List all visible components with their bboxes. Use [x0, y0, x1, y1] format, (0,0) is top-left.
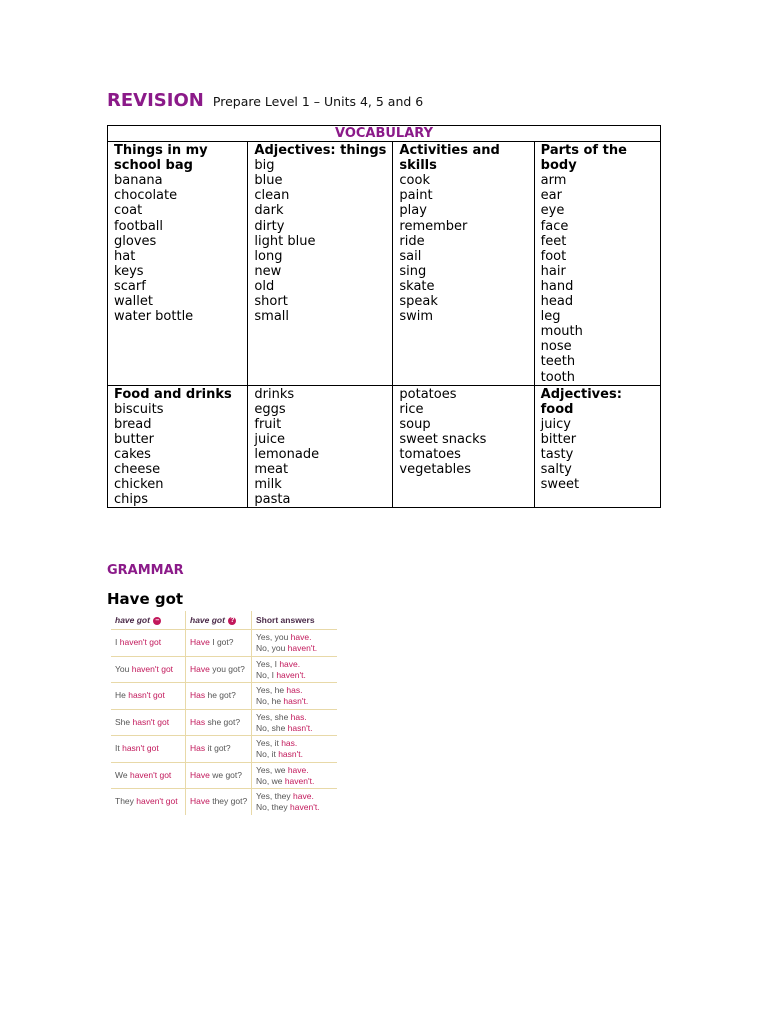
- vocab-word: skate: [399, 278, 435, 294]
- short-answer: [256, 632, 317, 654]
- category-title: Adjectives:: [540, 386, 622, 402]
- answer-verb: have.: [287, 764, 309, 775]
- row-divider: [111, 788, 337, 789]
- vocab-word: cook: [399, 173, 430, 189]
- vocab-cell: [393, 142, 534, 386]
- category-title: body: [540, 158, 577, 174]
- vocab-word: chicken: [114, 477, 164, 493]
- answer-start: Yes, he: [256, 685, 287, 695]
- answer-verb: hasn't.: [283, 696, 309, 706]
- short-answer-no: [256, 802, 320, 813]
- row-divider: [111, 735, 337, 736]
- verb: haven't got: [119, 637, 162, 647]
- revision-title: REVISION: [107, 90, 204, 111]
- vocab-word: juicy: [540, 416, 571, 432]
- vocab-cell: [248, 142, 393, 386]
- answer-verb: hasn't.: [287, 722, 313, 733]
- verb: Has: [190, 716, 208, 727]
- negative-form: [115, 796, 178, 806]
- verb: hasn't got: [132, 716, 170, 727]
- vocab-word: vegetables: [399, 462, 472, 478]
- short-answer-yes: [256, 685, 308, 696]
- short-answer: [256, 712, 312, 734]
- vocab-word: clean: [254, 188, 290, 204]
- vocab-word: salty: [540, 462, 572, 478]
- question-icon: ?: [230, 616, 235, 624]
- vocab-cell: [393, 385, 534, 508]
- vocab-word: sweet snacks: [399, 431, 487, 447]
- answer-start: No, he: [256, 696, 284, 706]
- vocab-word: football: [114, 218, 164, 234]
- answer-verb: have.: [290, 632, 312, 642]
- vocabulary-table: [107, 125, 661, 508]
- subject: she got?: [207, 716, 241, 727]
- vocab-cell: [534, 385, 660, 508]
- vocab-word: long: [254, 248, 283, 264]
- vocab-word: tooth: [540, 369, 575, 385]
- question-form: [190, 743, 231, 753]
- vocab-cell: [108, 385, 248, 508]
- column-divider: [185, 611, 186, 815]
- vocab-word: sing: [399, 263, 427, 279]
- vocab-word: hand: [540, 278, 574, 294]
- vocab-word: soup: [399, 416, 431, 432]
- vocab-word: blue: [254, 173, 283, 189]
- vocab-word: cheese: [114, 462, 161, 478]
- category-title: skills: [399, 158, 437, 174]
- vocab-word: chips: [114, 492, 149, 508]
- vocab-word: coat: [114, 203, 143, 219]
- vocab-word: water bottle: [114, 309, 194, 325]
- vocab-word: swim: [399, 309, 434, 325]
- verb: Has: [190, 743, 208, 753]
- question-form: [190, 717, 240, 727]
- category-title: Adjectives: things: [254, 143, 387, 159]
- vocab-word: big: [254, 158, 275, 174]
- verb: hasn't got: [128, 690, 165, 700]
- short-answer-no: [256, 696, 308, 707]
- negative-form: [115, 637, 161, 647]
- negative-form: [115, 664, 173, 674]
- vocab-word: dark: [254, 203, 284, 219]
- vocab-word: nose: [540, 339, 572, 355]
- vocab-word: keys: [114, 263, 144, 279]
- short-answer-no: [256, 643, 317, 654]
- vocab-word: light blue: [254, 233, 316, 249]
- vocab-word: milk: [254, 477, 282, 493]
- vocab-word: juice: [254, 431, 285, 447]
- row-divider: [111, 656, 337, 657]
- vocab-word: play: [399, 203, 427, 219]
- vocabulary-row-1: [108, 142, 661, 386]
- short-answer: [256, 685, 308, 707]
- vocab-word: ride: [399, 233, 425, 249]
- vocab-word: hair: [540, 263, 566, 279]
- vocab-word: short: [254, 294, 288, 310]
- vocab-word: wallet: [114, 294, 153, 310]
- vocab-cell: [534, 142, 660, 386]
- negative-form: [115, 717, 169, 727]
- vocab-word: tomatoes: [399, 446, 461, 462]
- answer-verb: haven't.: [287, 643, 318, 653]
- subject: he got?: [207, 690, 236, 700]
- have-got-heading: Have got: [107, 590, 184, 608]
- vocab-word: remember: [399, 218, 468, 234]
- question-form: [190, 664, 245, 674]
- revision-subtitle: Prepare Level 1 – Units 4, 5 and 6: [212, 94, 424, 109]
- answer-verb: haven't.: [276, 669, 306, 680]
- answer-start: Yes, it: [256, 738, 282, 748]
- vocab-word: potatoes: [399, 386, 457, 402]
- answer-verb: haven't.: [284, 775, 315, 786]
- vocab-word: chocolate: [114, 188, 178, 204]
- negative-form: [115, 743, 159, 753]
- vocab-word: meat: [254, 462, 289, 478]
- vocab-word: banana: [114, 173, 163, 189]
- vocab-word: eggs: [254, 401, 286, 417]
- answer-verb: have.: [293, 791, 314, 801]
- answer-start: Yes, they: [256, 791, 294, 801]
- short-answer-no: [256, 749, 303, 760]
- short-answer-yes: [256, 738, 303, 749]
- category-title: Parts of the: [540, 143, 627, 159]
- minus-icon: –: [153, 617, 161, 625]
- vocab-word: cakes: [114, 446, 151, 462]
- subject: they got?: [212, 796, 248, 806]
- short-answer: [256, 791, 320, 813]
- vocab-word: biscuits: [114, 401, 164, 417]
- vocab-word: arm: [540, 173, 567, 189]
- vocab-word: ear: [540, 188, 562, 204]
- answer-start: No, they: [256, 802, 291, 812]
- vocab-word: feet: [540, 233, 567, 249]
- category-title: Things in my: [114, 143, 208, 159]
- category-title: Food and drinks: [114, 386, 232, 402]
- verb: haven't got: [131, 663, 174, 674]
- answer-start: No, I: [256, 669, 277, 680]
- vocab-word: leg: [540, 309, 561, 325]
- header-negative-label: have got: [115, 615, 150, 625]
- verb: haven't got: [129, 769, 172, 780]
- category-title: school bag: [114, 158, 193, 174]
- vocab-cell: [108, 142, 248, 386]
- answer-start: No, she: [256, 722, 288, 733]
- vocab-word: paint: [399, 188, 433, 204]
- short-answer: [256, 765, 314, 787]
- vocab-word: mouth: [540, 324, 583, 340]
- negative-form: [115, 770, 171, 780]
- answer-start: No, we: [256, 775, 285, 786]
- vocab-word: foot: [540, 248, 567, 264]
- subject: you got?: [212, 663, 245, 674]
- column-divider: [251, 611, 252, 815]
- subject: He: [115, 690, 129, 700]
- answer-start: No, you: [256, 643, 288, 653]
- header-question: [190, 611, 236, 629]
- vocab-word: gloves: [114, 233, 157, 249]
- answer-start: Yes, I: [256, 658, 280, 669]
- vocab-word: speak: [399, 294, 438, 310]
- short-answer-no: [256, 670, 306, 681]
- answer-verb: has.: [281, 738, 298, 748]
- vocab-word: lemonade: [254, 446, 320, 462]
- negative-form: [115, 690, 165, 700]
- short-answer: [256, 738, 303, 760]
- vocab-word: eye: [540, 203, 565, 219]
- vocab-word: drinks: [254, 386, 295, 402]
- question-form: [190, 770, 242, 780]
- verb: Has: [190, 690, 208, 700]
- vocab-cell: [248, 385, 393, 508]
- vocab-word: sail: [399, 248, 422, 264]
- verb: Have: [190, 663, 213, 674]
- header-short-answers: Short answers: [256, 615, 315, 625]
- have-got-table: [111, 611, 337, 815]
- vocab-word: face: [540, 218, 569, 234]
- subject: I: [115, 637, 120, 647]
- grammar-heading: GRAMMAR: [107, 563, 184, 578]
- subject: They: [115, 796, 137, 806]
- vocab-word: pasta: [254, 492, 291, 508]
- vocab-word: tasty: [540, 446, 574, 462]
- vocab-word: head: [540, 294, 574, 310]
- row-divider: [111, 629, 337, 630]
- answer-start: Yes, you: [256, 632, 291, 642]
- subject: it got?: [207, 743, 231, 753]
- verb: haven't got: [136, 796, 178, 806]
- answer-start: Yes, she: [256, 711, 291, 722]
- question-form: [190, 796, 247, 806]
- vocab-word: teeth: [540, 354, 576, 370]
- subject: It: [115, 743, 123, 753]
- short-answer: [256, 659, 306, 681]
- answer-verb: have.: [279, 658, 301, 669]
- short-answer-yes: [256, 765, 314, 776]
- answer-verb: has.: [286, 685, 303, 695]
- vocab-word: scarf: [114, 278, 146, 294]
- subject: we got?: [212, 769, 242, 780]
- subject: We: [115, 769, 130, 780]
- vocab-word: rice: [399, 401, 424, 417]
- short-answer-no: [256, 776, 314, 787]
- vocab-word: small: [254, 309, 290, 325]
- short-answer-yes: [256, 632, 317, 643]
- answer-verb: hasn't.: [278, 749, 303, 759]
- row-divider: [111, 709, 337, 710]
- header-question-label: have got: [190, 615, 225, 625]
- vocab-word: bitter: [540, 431, 577, 447]
- category-title: Activities and: [399, 143, 500, 159]
- verb: Have: [190, 637, 213, 647]
- short-answer-yes: [256, 791, 320, 802]
- page-title: [107, 90, 423, 111]
- question-form: [190, 690, 236, 700]
- short-answer-yes: [256, 659, 306, 670]
- short-answer-yes: [256, 712, 312, 723]
- category-title: food: [540, 401, 574, 417]
- question-form: [190, 637, 234, 647]
- answer-verb: haven't.: [290, 802, 320, 812]
- vocab-word: butter: [114, 431, 155, 447]
- answer-start: No, it: [256, 749, 279, 759]
- verb: hasn't got: [122, 743, 159, 753]
- vocab-word: fruit: [254, 416, 282, 432]
- row-divider: [111, 682, 337, 683]
- verb: Have: [190, 769, 213, 780]
- row-divider: [111, 762, 337, 763]
- subject: You: [115, 663, 132, 674]
- answer-verb: has.: [290, 711, 307, 722]
- vocabulary-row-2: [108, 385, 661, 508]
- vocab-word: old: [254, 278, 275, 294]
- verb: Have: [190, 796, 213, 806]
- short-answer-no: [256, 723, 312, 734]
- vocab-word: dirty: [254, 218, 285, 234]
- vocab-word: hat: [114, 248, 136, 264]
- vocab-word: sweet: [540, 477, 580, 493]
- vocab-word: bread: [114, 416, 152, 432]
- vocab-word: new: [254, 263, 282, 279]
- vocabulary-heading: VOCABULARY: [108, 126, 661, 142]
- subject: She: [115, 716, 133, 727]
- header-negative: [115, 611, 161, 629]
- answer-start: Yes, we: [256, 764, 288, 775]
- subject: I got?: [212, 637, 234, 647]
